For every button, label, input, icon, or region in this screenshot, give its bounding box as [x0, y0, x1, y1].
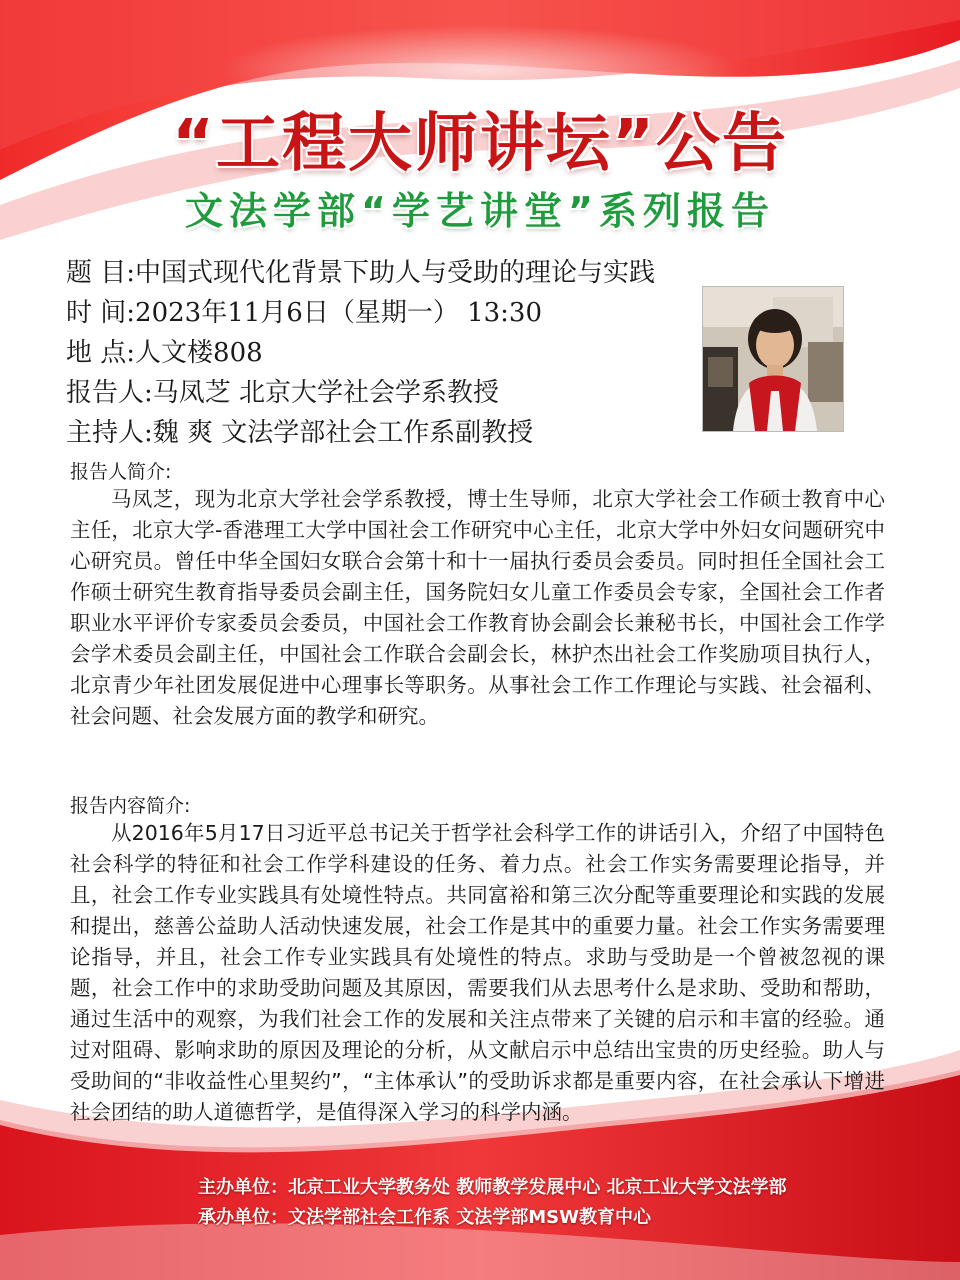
organizer-line: 主办单位：北京工业大学教务处 教师教学发展中心 北京工业大学文法学部 — [198, 1177, 787, 1198]
topic-value: 中国式现代化背景下助人与受助的理论与实践 — [135, 258, 656, 288]
place-value: 人文楼808 — [135, 338, 263, 368]
topic-row — [66, 253, 706, 293]
main-title: “工程大师讲坛”公告 — [171, 107, 789, 181]
speaker-photo — [702, 286, 844, 432]
speaker-row — [66, 373, 706, 413]
speaker-label: 报告人: — [66, 378, 153, 408]
topic-label: 题 目: — [66, 258, 136, 288]
content-heading: 报告内容简介: — [70, 795, 191, 817]
time-row — [66, 293, 706, 333]
speaker-value: 马凤芝 北京大学社会学系教授 — [152, 378, 500, 408]
undertaker-line: 承办单位：文法学部社会工作系 文法学部MSW教育中心 — [198, 1207, 651, 1228]
bio-heading: 报告人简介: — [70, 461, 172, 483]
host-row — [66, 413, 706, 453]
event-info — [66, 253, 706, 453]
place-row — [66, 333, 706, 373]
time-label: 时 间: — [66, 298, 136, 328]
host-label: 主持人: — [66, 418, 153, 448]
host-value: 魏 爽 文法学部社会工作系副教授 — [152, 418, 534, 448]
sub-title: 文法学部“学艺讲堂”系列报告 — [185, 189, 775, 233]
content-paragraph: 从2016年5月17日习近平总书记关于哲学社会科学工作的讲话引入，介绍了中国特色社会科学的特征和社会工作学科建设的任务、着力点。社会工作实务需要理论指导，并且，社会工作专业实践具有处境性特点。共同富裕和第三次分配等重要理论和实践的发展和提出，慈善公益助人活动快速发展，社会工作是其中的重要力量。社会工作实务需要理论指导，并且，社会工作专业实践具有处境性的特点。求助与受助是一个曾被忽视的课题，社会工作中的求助受助问题及其原因，需要我们从去思考什么是求助、受助和帮助，通过生活中的观察，为我们社会工作的发展和关注点带来了关键的启示和丰富的经验。通过对阻碍、影响求助的原因及理论的分析，从文献启示中总结出宝贵的历史经验。助人与受助间的“非收益性心里契约”，“主体承认”的受助诉求都是重要内容，在社会承认下增进社会团结的助人道德哲学，是值得深入学习的科学内涵。 — [70, 821, 885, 1124]
time-value: 2023年11月6日（星期一） 13:30 — [135, 298, 543, 328]
place-label: 地 点: — [66, 338, 136, 368]
bio-paragraph: 马凤芝，现为北京大学社会学系教授，博士生导师，北京大学社会工作硕士教育中心主任，北京大学-香港理工大学中国社会工作研究中心主任，北京大学中外妇女问题研究中心研究员。曾任中华全国妇女联合会第十和十一届执行委员会委员。同时担任全国社会工作硕士研究生教育指导委员会副主任，国务院妇女儿童工作委员会专家，全国社会工作者职业水平评价专家委员会委员，中国社会工作教育协会副会长兼秘书长，中国社会工作学会学术委员会副主任，中国社会工作联合会副会长，林护杰出社会工作奖励项目执行人，北京青少年社团发展促进中心理事长等职务。从事社会工作工作理论与实践、社会福利、社会问题、社会发展方面的教学和研究。 — [70, 487, 885, 728]
